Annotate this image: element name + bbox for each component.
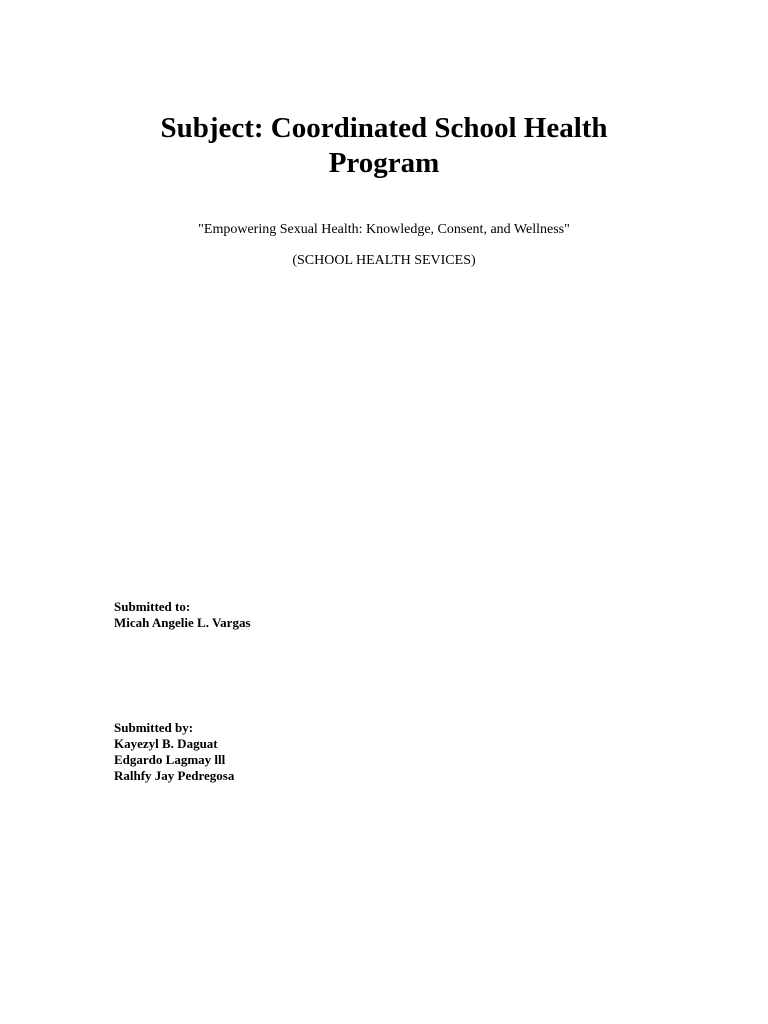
submitted-by-label: Submitted by:: [114, 720, 194, 735]
submitted-by-block: [114, 720, 234, 784]
document-category: (SCHOOL HEALTH SEVICES): [292, 253, 476, 268]
submitted-by-name: Kayezyl B. Daguat: [114, 736, 218, 751]
submitted-by-name: Edgardo Lagmay lll: [114, 752, 226, 767]
submitted-by-name: Ralhfy Jay Pedregosa: [114, 768, 235, 783]
submitted-to-block: [114, 599, 251, 631]
submitted-to-label: Submitted to:: [114, 599, 191, 614]
submitted-to-name: Micah Angelie L. Vargas: [114, 615, 251, 630]
title-line-2: Program: [328, 147, 440, 179]
document-title: [84, 111, 684, 181]
document-subtitle: "Empowering Sexual Health: Knowledge, Consent, and Wellness": [198, 222, 570, 237]
title-line-1: Subject: Coordinated School Health: [160, 112, 608, 144]
